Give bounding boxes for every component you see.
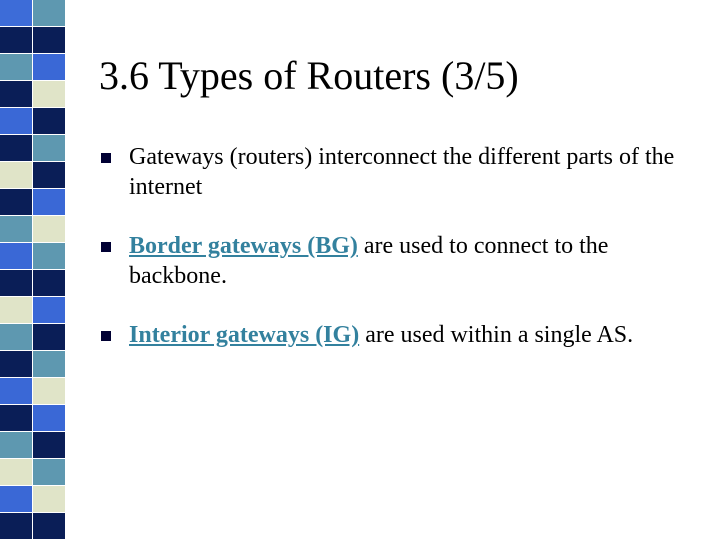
sidebar-block xyxy=(0,324,32,351)
sidebar-block xyxy=(33,216,65,243)
sidebar-block xyxy=(0,54,32,81)
sidebar-block xyxy=(0,27,32,54)
sidebar-block xyxy=(0,351,32,378)
sidebar-block xyxy=(33,243,65,270)
sidebar-block xyxy=(0,405,32,432)
bullet-item xyxy=(99,231,699,291)
sidebar-block xyxy=(33,81,65,108)
sidebar-block xyxy=(33,108,65,135)
bullet-item xyxy=(99,320,699,350)
interior-gateways-link[interactable]: Interior gateways (IG) xyxy=(129,322,360,348)
sidebar-block xyxy=(33,432,65,459)
sidebar-block xyxy=(0,81,32,108)
sidebar-block xyxy=(33,486,65,513)
sidebar-block xyxy=(0,243,32,270)
sidebar-block xyxy=(0,297,32,324)
sidebar-block xyxy=(0,135,32,162)
sidebar-block xyxy=(33,189,65,216)
sidebar-block xyxy=(33,405,65,432)
sidebar-block xyxy=(0,486,32,513)
sidebar-strip-left xyxy=(0,0,32,540)
sidebar-block xyxy=(33,513,65,540)
sidebar-block xyxy=(33,378,65,405)
sidebar-block xyxy=(33,162,65,189)
sidebar-block xyxy=(0,189,32,216)
decorative-sidebar xyxy=(0,0,65,540)
bullet-list xyxy=(99,142,699,379)
sidebar-block xyxy=(0,432,32,459)
sidebar-block xyxy=(33,54,65,81)
sidebar-block xyxy=(0,270,32,297)
bullet-text: Gateways (routers) interconnect the different parts of the internet xyxy=(129,144,675,200)
sidebar-block xyxy=(0,216,32,243)
sidebar-block xyxy=(0,459,32,486)
bullet-text: are used within a single AS. xyxy=(359,322,634,348)
sidebar-block xyxy=(0,513,32,540)
sidebar-block xyxy=(0,0,32,27)
square-bullet-icon xyxy=(101,242,111,252)
bullet-text: are used to connect to the backbone. xyxy=(129,233,609,289)
square-bullet-icon xyxy=(101,331,111,341)
sidebar-block xyxy=(33,351,65,378)
sidebar-block xyxy=(33,0,65,27)
border-gateways-link[interactable]: Border gateways (BG) xyxy=(129,233,358,259)
sidebar-block xyxy=(33,324,65,351)
sidebar-block xyxy=(33,270,65,297)
sidebar-block xyxy=(33,459,65,486)
square-bullet-icon xyxy=(101,153,111,163)
sidebar-block xyxy=(33,297,65,324)
sidebar-block xyxy=(33,27,65,54)
sidebar-block xyxy=(0,378,32,405)
sidebar-block xyxy=(33,135,65,162)
slide-title: 3.6 Types of Routers (3/5) xyxy=(99,53,519,98)
sidebar-strip-right xyxy=(33,0,65,540)
sidebar-block xyxy=(0,162,32,189)
bullet-item xyxy=(99,142,699,202)
sidebar-block xyxy=(0,108,32,135)
